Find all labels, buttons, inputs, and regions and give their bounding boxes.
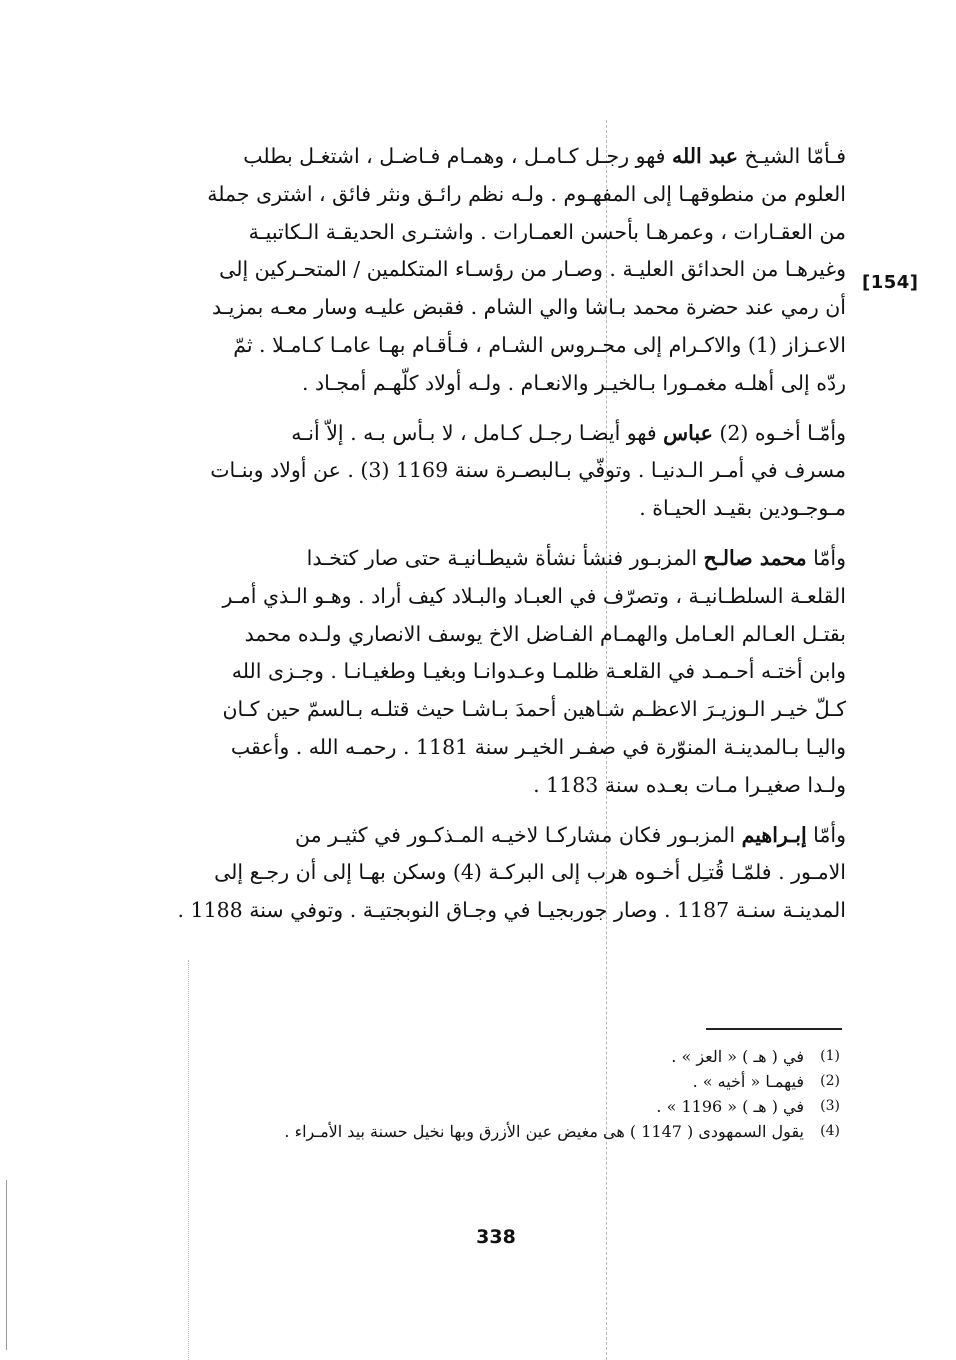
text-line: وغيرهـا من الحدائق العليـة . وصـار من رؤسـاء المتكلمين / المتحـركين إلى bbox=[219, 257, 846, 282]
text-line: مسرف في أمـر الـدنيـا . وتوفّي بـالبصـرة سنة 1169 (3) . عن أولاد وبنـات bbox=[210, 458, 846, 483]
footnote-mark: (3) bbox=[820, 1098, 840, 1114]
text-line: وأمّا إبـراهيم المزبـور فكان مشاركـا لاخيـه المـذكـور في كثيـر من bbox=[295, 822, 846, 847]
text-line: واليـا بـالمدينـة المنوّرة في صفـر الخيـر سنة 1181 . رحمـه الله . وأعقب bbox=[230, 734, 846, 759]
text-line: مـوجـودين بقيـد الحيـاة . bbox=[639, 496, 846, 521]
paragraph-abbas bbox=[160, 415, 846, 528]
page-number: 338 bbox=[476, 1226, 516, 1248]
footnote-separator bbox=[706, 1028, 842, 1030]
footnote-text: في ( هـ ) « العز » . bbox=[671, 1047, 804, 1066]
text-line: المدينـة سنـة 1187 . وصار جوربجيـا في وجـاق النوبجتيـة . وتوفي سنة 1188 . bbox=[177, 898, 846, 923]
paragraph-ibrahim bbox=[160, 817, 846, 930]
footnote-text: في ( هـ ) « 1196 » . bbox=[656, 1097, 804, 1116]
text-line: وابن أختـه أحـمـد في القلعـة ظلمـا وعـدوانـا وبغيـا وطغيـانـا . وجـزى الله bbox=[231, 659, 846, 684]
footnote-text: فيهمـا « أخيه » . bbox=[692, 1072, 804, 1091]
body-text bbox=[160, 138, 846, 942]
footnotes bbox=[160, 1044, 840, 1144]
scan-edge-line bbox=[6, 1180, 7, 1350]
text-line: من العقـارات ، وعمرهـا بأحسن العمـارات . واشتـرى الحديقـة الـكاتبيـة bbox=[248, 219, 846, 244]
footnote-mark: (1) bbox=[820, 1048, 840, 1064]
text-line: وأمّـا أخـوه (2) عباس فهو أيضـا رجـل كـامل ، لا بـأس بـه . إلاّ أنـه bbox=[291, 420, 846, 445]
paragraph-muhammad-salih bbox=[160, 540, 846, 805]
text-line: العلوم من منطوقهـا إلى المفهـوم . ولـه نظم رائـق ونثر فائق ، اشترى جملة bbox=[207, 181, 846, 206]
text-line: كـلّ خيـر الـوزيـرَ الاعظـم شـاهين أحمدَ بـاشـا حيث قتلـه بـالسمّ حين كـان bbox=[222, 697, 846, 722]
footnote bbox=[160, 1094, 840, 1119]
footnote bbox=[160, 1119, 840, 1144]
scan-margin-line bbox=[188, 960, 189, 1360]
text-line: ردّه إلى أهلـه مغمـورا بـالخيـر والانعـام . ولـه أولاد كلّهـم أمجـاد . bbox=[302, 370, 846, 395]
footnote bbox=[160, 1069, 840, 1094]
text-line: ولـدا صغيـرا مـات بعـده سنة 1183 . bbox=[533, 772, 846, 797]
text-line: وأمّا محمد صالـح المزبـور فنشأ نشأة شيطـانيـة حتى صار كتخـدا bbox=[306, 545, 846, 570]
footnote-mark: (4) bbox=[820, 1123, 840, 1139]
footnote-mark: (2) bbox=[820, 1073, 840, 1089]
text-line: فـأمّا الشيـخ عبد الله فهو رجـل كـامـل ، وهمـام فـاضـل ، اشتغـل بطلب bbox=[243, 144, 846, 168]
margin-page-reference: [154] bbox=[862, 272, 919, 293]
text-line: الاعـزاز (1) والاكـرام إلى محـروس الشـام ، فـأقـام بهـا عامـا كـامـلا . ثمّ bbox=[233, 332, 846, 357]
footnote bbox=[160, 1044, 840, 1069]
text-line: أن رمي عند حضرة محمد بـاشا والي الشام . فقبض عليـه وسار معـه بمزيـد bbox=[211, 295, 846, 320]
text-line: بقتـل العـالم العـامل والهمـام الفـاضل الاخ يوسف الانصاري ولـده محمد bbox=[244, 621, 846, 646]
text-line: القلعـة السلطـانيـة ، وتصرّف في العبـاد والبـلاد كيف أراد . وهـو الـذي أمـر bbox=[222, 583, 846, 608]
text-line: الامـور . فلمّـا قُتـِل أخـوه هرب إلى البركـة (4) وسكن بهـا إلى أن رجـع إلى bbox=[214, 860, 846, 885]
footnote-text: يقول السمهودى ( 1147 ) هى مغيض عين الأزرق وبها نخيل حسنة بيد الأمـراء . bbox=[284, 1122, 804, 1141]
paragraph-abdullah bbox=[160, 138, 846, 403]
